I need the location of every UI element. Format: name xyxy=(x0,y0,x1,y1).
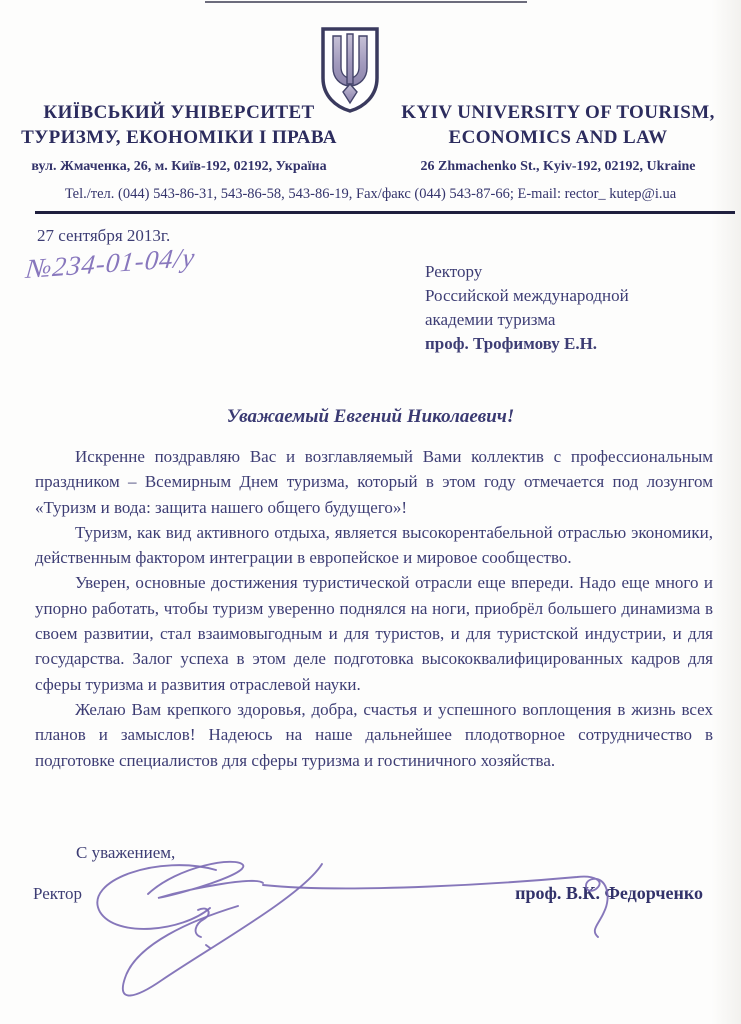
contact-line: Tel./тел. (044) 543-86-31, 543-86-58, 543-86-19, Fax/факс (044) 543-87-66; E-mail: rector_ kutep@i.ua xyxy=(64,186,677,202)
recipient-line: Ректору xyxy=(425,262,483,281)
valediction: С уважением, xyxy=(76,843,176,862)
salutation: Уважаемый Евгений Николаевич! xyxy=(226,406,515,427)
org-name-en-line1: KYIV UNIVERSITY OF TOURISM, xyxy=(401,102,715,123)
recipient-line: Российской международной xyxy=(425,286,629,305)
handwritten-reference-number: №234-01-04/у xyxy=(24,241,197,285)
recipient-name: проф. Трофимову Е.Н. xyxy=(425,334,598,353)
recipient-block xyxy=(425,260,629,356)
letterhead-divider xyxy=(35,211,735,214)
letter-date: 27 сентября 2013г. xyxy=(37,226,171,245)
signer-name: проф. В.К. Федорченко xyxy=(515,883,703,903)
org-name-uk-line1: КИЇВСЬКИЙ УНІВЕРСИТЕТ xyxy=(43,102,315,123)
org-address-uk: вул. Жмаченка, 26, м. Київ-192, 02192, Україна xyxy=(31,159,327,174)
signer-title: Ректор xyxy=(33,884,83,903)
paragraph: Желаю Вам крепкого здоровья, добра, счастья и успешного воплощения в жизнь всех планов и замыслов! Надеюсь на наше дальнейшее плодотворное сотрудничество в подготовке специалистов для сферы туризма и гостиничного хозяйства. xyxy=(35,699,713,770)
paragraph: Уверен, основные достижения туристической отрасли еще впереди. Надо еще много и упорно работать, чтобы туризм уверенно поднялся на ноги, приобрёл большего динамизма в своем развитии, стал взаимовыгодным и для туристов, и для туристской индустрии, и для государства. Залог успеха в этом деле подготовка высококвалифицированных кадров для сферы туризма и развития отраслевой науки. xyxy=(35,573,713,694)
org-name-uk-line2: ТУРИЗМУ, ЕКОНОМІКИ І ПРАВА xyxy=(21,127,337,148)
paragraph: Туризм, как вид активного отдыха, является высокорентабельной отраслью экономики, действенным фактором интеграции в европейское и мировое сообщество. xyxy=(35,522,713,568)
org-name-en-line2: ECONOMICS AND LAW xyxy=(448,127,668,148)
university-name-english xyxy=(386,100,730,175)
scan-edge-artifact xyxy=(205,1,527,3)
university-name-ukrainian xyxy=(18,100,340,175)
paragraph: Искренне поздравляю Вас и возглавляемый Вами коллектив с профессиональным праздником – Всемирным Днем туризма, который в этом году отмечается под лозунгом «Туризм и вода: защита нашего общего будущего»! xyxy=(35,447,713,517)
letter-body xyxy=(35,444,713,773)
recipient-line: академии туризма xyxy=(425,310,556,329)
org-address-en: 26 Zhmachenko St., Kyiv-192, 02192, Ukraine xyxy=(420,159,696,174)
handwritten-signature xyxy=(30,850,690,1020)
